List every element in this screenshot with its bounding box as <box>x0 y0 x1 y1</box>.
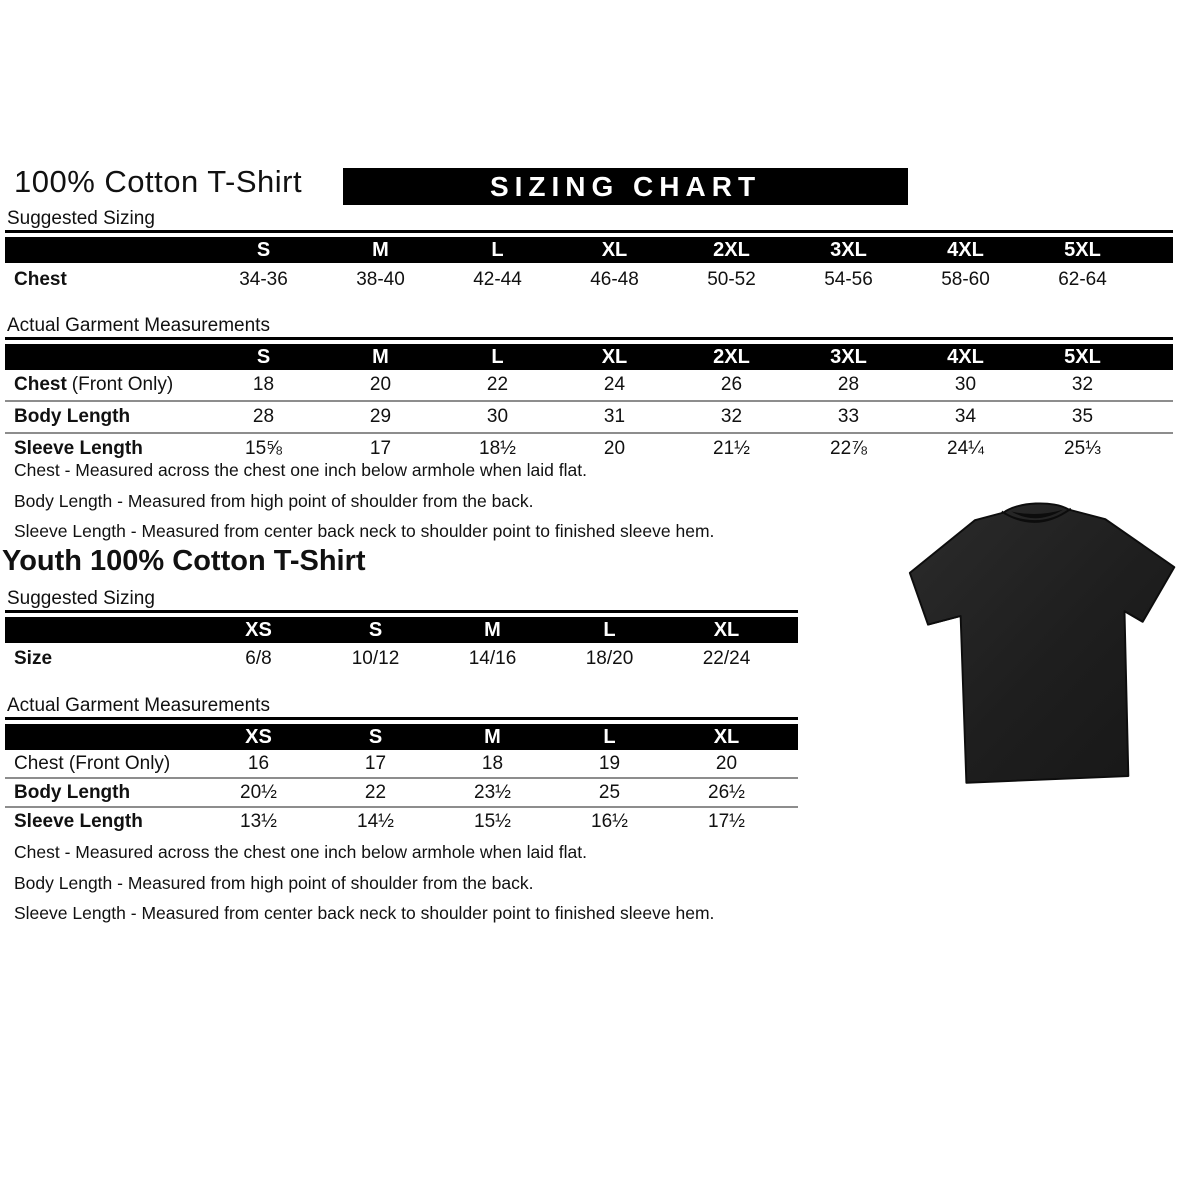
table-row-chest <box>5 263 1173 296</box>
table-row-chest <box>5 750 798 779</box>
cell: 58-60 <box>941 268 990 290</box>
cell: 22⅞ <box>830 438 867 459</box>
column-header: M <box>372 238 389 261</box>
cell: 18/20 <box>585 648 634 669</box>
cell: 14/16 <box>468 648 517 669</box>
cell: 62-64 <box>1058 268 1107 290</box>
column-header: 2XL <box>713 345 750 368</box>
cell: 22 <box>364 781 387 803</box>
column-header: XS <box>245 725 272 748</box>
cell: 24¼ <box>947 438 984 459</box>
youth-title: Youth 100% Cotton T-Shirt <box>2 545 366 577</box>
section-rule <box>5 717 798 720</box>
row-label: Body Length <box>14 406 131 427</box>
cell: 22 <box>486 374 509 395</box>
note-chest: Chest - Measured across the chest one inch below armhole when laid flat. <box>14 842 587 862</box>
column-header: 4XL <box>947 238 984 261</box>
row-label: Sleeve Length <box>14 810 143 832</box>
cell: 38-40 <box>356 268 405 290</box>
column-header: 3XL <box>830 238 867 261</box>
cell: 24 <box>603 374 626 395</box>
cell: 6/8 <box>245 648 272 669</box>
youth-suggested-sizing-table <box>5 588 798 675</box>
table-header-row <box>5 237 1173 263</box>
cell: 28 <box>837 374 860 395</box>
cell: 10/12 <box>351 648 400 669</box>
column-header: M <box>372 345 389 368</box>
sizing-chart-banner: SIZING CHART <box>343 168 908 205</box>
column-header: XL <box>713 725 740 748</box>
cell: 16½ <box>591 810 628 832</box>
table-row-body-length <box>5 779 798 808</box>
column-header: 5XL <box>1064 345 1101 368</box>
cell: 15½ <box>474 810 511 832</box>
cell: 25 <box>598 781 621 803</box>
table-header-row <box>5 344 1173 370</box>
cell: 32 <box>1071 374 1094 395</box>
row-label-text: Chest <box>14 374 67 395</box>
cell: 26½ <box>708 781 745 803</box>
column-header: M <box>484 725 501 748</box>
table-row-body-length <box>5 402 1173 434</box>
column-header: XL <box>601 345 628 368</box>
section-label: Suggested Sizing <box>7 588 155 609</box>
cell: 18½ <box>479 438 516 459</box>
cell: 30 <box>486 406 509 427</box>
column-header: 2XL <box>713 238 750 261</box>
cell: 34-36 <box>239 268 288 290</box>
column-header: S <box>256 345 271 368</box>
cell: 28 <box>252 406 275 427</box>
column-header: S <box>368 618 383 641</box>
row-label: Chest (Front Only) <box>14 752 171 774</box>
row-label: Sleeve Length <box>14 438 143 459</box>
cell: 20 <box>715 752 738 774</box>
cell: 14½ <box>357 810 394 832</box>
table-header-row <box>5 724 798 750</box>
row-label: Chest <box>14 268 67 290</box>
table-row-size <box>5 643 798 675</box>
row-label: Body Length <box>14 781 131 803</box>
section-rule <box>5 337 1173 340</box>
cell: 20 <box>369 374 392 395</box>
table-row-chest <box>5 370 1173 402</box>
table-header-row <box>5 617 798 643</box>
cell: 17 <box>369 438 392 459</box>
cell: 50-52 <box>707 268 756 290</box>
column-header: M <box>484 618 501 641</box>
cell: 23½ <box>474 781 511 803</box>
cell: 18 <box>481 752 504 774</box>
cell: 21½ <box>713 438 750 459</box>
column-header: L <box>603 618 616 641</box>
row-label-suffix: (Front Only) <box>71 374 174 395</box>
adult-suggested-sizing-table <box>5 208 1173 296</box>
cell: 46-48 <box>590 268 639 290</box>
cell: 33 <box>837 406 860 427</box>
section-rule <box>5 230 1173 233</box>
cell: 13½ <box>240 810 277 832</box>
note-sleeve-length: Sleeve Length - Measured from center back neck to shoulder point to finished sleeve hem. <box>14 903 715 923</box>
cell: 34 <box>954 406 977 427</box>
column-header: XL <box>713 618 740 641</box>
column-header: 4XL <box>947 345 984 368</box>
cell: 18 <box>252 374 275 395</box>
cell: 19 <box>598 752 621 774</box>
cell: 16 <box>247 752 270 774</box>
adult-measurements-table <box>5 315 1173 464</box>
note-body-length: Body Length - Measured from high point of shoulder from the back. <box>14 872 534 893</box>
black-tshirt-image <box>890 478 1198 823</box>
column-header: L <box>491 238 504 261</box>
cell: 25⅓ <box>1064 438 1101 459</box>
cell: 54-56 <box>824 268 873 290</box>
note-sleeve-length: Sleeve Length - Measured from center back neck to shoulder point to finished sleeve hem. <box>14 521 715 541</box>
tshirt-body <box>910 503 1175 782</box>
cell: 42-44 <box>473 268 522 290</box>
section-label: Suggested Sizing <box>7 208 155 229</box>
cell: 30 <box>954 374 977 395</box>
column-header: 3XL <box>830 345 867 368</box>
cell: 29 <box>369 406 392 427</box>
cell: 20 <box>603 438 626 459</box>
column-header: 5XL <box>1064 238 1101 261</box>
column-header: XL <box>601 238 628 261</box>
row-label <box>5 374 205 396</box>
cell: 35 <box>1071 406 1094 427</box>
cell: 17½ <box>708 810 745 832</box>
cell: 20½ <box>240 781 277 803</box>
column-header: L <box>491 345 504 368</box>
column-header: XS <box>245 618 272 641</box>
column-header: S <box>368 725 383 748</box>
cell: 32 <box>720 406 743 427</box>
row-label: Size <box>14 648 53 669</box>
note-chest: Chest - Measured across the chest one inch below armhole when laid flat. <box>14 460 587 480</box>
adult-measurement-notes <box>14 455 714 547</box>
section-label: Actual Garment Measurements <box>7 695 270 716</box>
cell: 26 <box>720 374 743 395</box>
section-label: Actual Garment Measurements <box>7 315 270 336</box>
column-header: L <box>603 725 616 748</box>
cell: 31 <box>603 406 626 427</box>
cell: 22/24 <box>702 648 751 669</box>
cell: 15⅝ <box>245 438 282 459</box>
section-rule <box>5 610 798 613</box>
cell: 17 <box>364 752 387 774</box>
column-header: S <box>256 238 271 261</box>
note-body-length: Body Length - Measured from high point of shoulder from the back. <box>14 490 534 511</box>
table-row-sleeve-length <box>5 808 798 835</box>
adult-title: 100% Cotton T-Shirt <box>14 164 303 199</box>
youth-measurement-notes <box>14 837 714 929</box>
youth-measurements-table <box>5 695 798 835</box>
